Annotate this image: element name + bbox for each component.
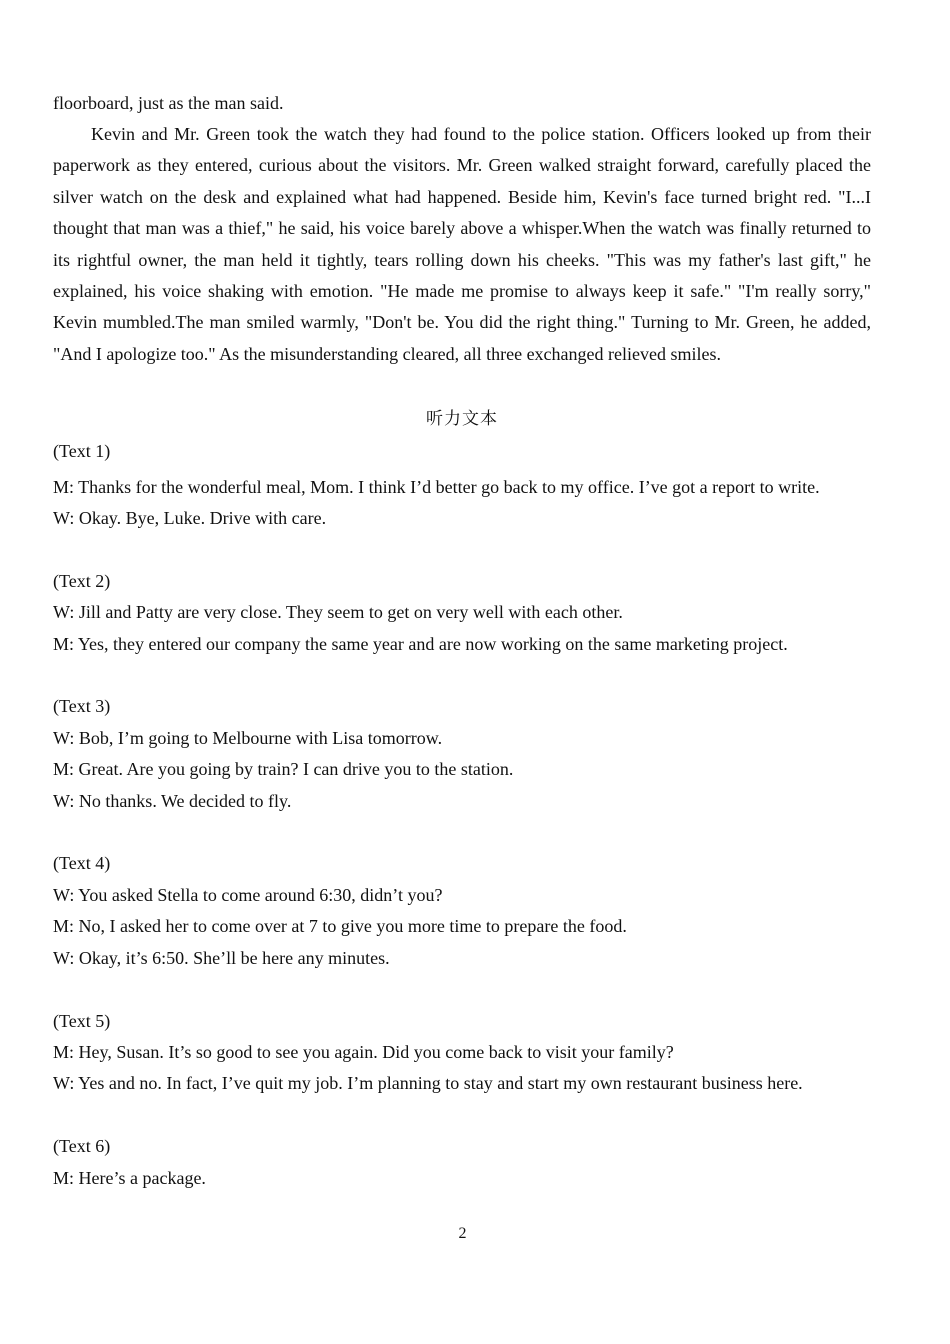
dialogue-line: W: Jill and Patty are very close. They seem to get on very well with each other.	[53, 602, 623, 623]
text-label: (Text 3)	[53, 696, 111, 717]
page-number: 2	[458, 1225, 467, 1242]
text-label: (Text 1)	[53, 441, 111, 462]
text-label: (Text 4)	[53, 853, 111, 874]
dialogue-line: M: Thanks for the wonderful meal, Mom. I think I’d better go back to my office. I’ve got a report to write.	[53, 476, 820, 497]
dialogue-line: W: Okay, it’s 6:50. She’ll be here any minutes.	[53, 947, 390, 968]
story-continuation: floorboard, just as the man said.	[53, 93, 284, 113]
dialogue-line: M: No, I asked her to come over at 7 to give you more time to prepare the food.	[53, 916, 627, 937]
dialogue-line: M: Great. Are you going by train? I can drive you to the station.	[53, 759, 514, 780]
text-block-2	[53, 566, 871, 660]
text-label: (Text 2)	[53, 570, 111, 591]
text-block-5	[53, 1006, 871, 1100]
text-block-1	[53, 436, 871, 534]
dialogue-line: W: Yes and no. In fact, I’ve quit my job. I’m planning to stay and start my own restaurant business here.	[53, 1073, 803, 1094]
dialogue-line: M: Here’s a package.	[53, 1167, 206, 1188]
dialogue-line: W: Bob, I’m going to Melbourne with Lisa tomorrow.	[53, 727, 443, 748]
text-block-6	[53, 1131, 871, 1194]
document-page	[53, 88, 871, 1194]
dialogue-line: W: You asked Stella to come around 6:30, didn’t you?	[53, 884, 443, 905]
text-block-4	[53, 848, 871, 974]
dialogue-line: M: Yes, they entered our company the same year and are now working on the same marketing project.	[53, 633, 788, 654]
text-label: (Text 5)	[53, 1010, 111, 1031]
dialogue-line: M: Hey, Susan. It’s so good to see you again. Did you come back to visit your family?	[53, 1041, 674, 1062]
listening-texts	[53, 436, 871, 1194]
text-block-3	[53, 691, 871, 817]
story-paragraph: Kevin and Mr. Green took the watch they had found to the police station. Officers looked up from their paperwork as they entered, curious about the visitors. Mr. Green walked straight forward, carefully placed the silver watch on the desk and explained what had happened. Beside him, Kevin's face turned bright red. "I...I thought that man was a thief," he said, his voice barely above a whisper.When the watch was finally returned to its rightful owner, the man held it tightly, tears rolling down his cheeks. "This was my father's last gift," he explained, his voice shaking with emotion. "He made me promise to always keep it safe." "I'm really sorry," Kevin mumbled.The man smiled warmly, "Don't be. You did the right thing." Turning to Mr. Green, he added, "And I apologize too." As the misunderstanding cleared, all three exchanged relieved smiles.	[53, 124, 871, 364]
dialogue-line: W: Okay. Bye, Luke. Drive with care.	[53, 508, 327, 529]
dialogue-line: W: No thanks. We decided to fly.	[53, 790, 292, 811]
text-label: (Text 6)	[53, 1136, 111, 1157]
listening-heading: 听力文本	[426, 409, 498, 430]
